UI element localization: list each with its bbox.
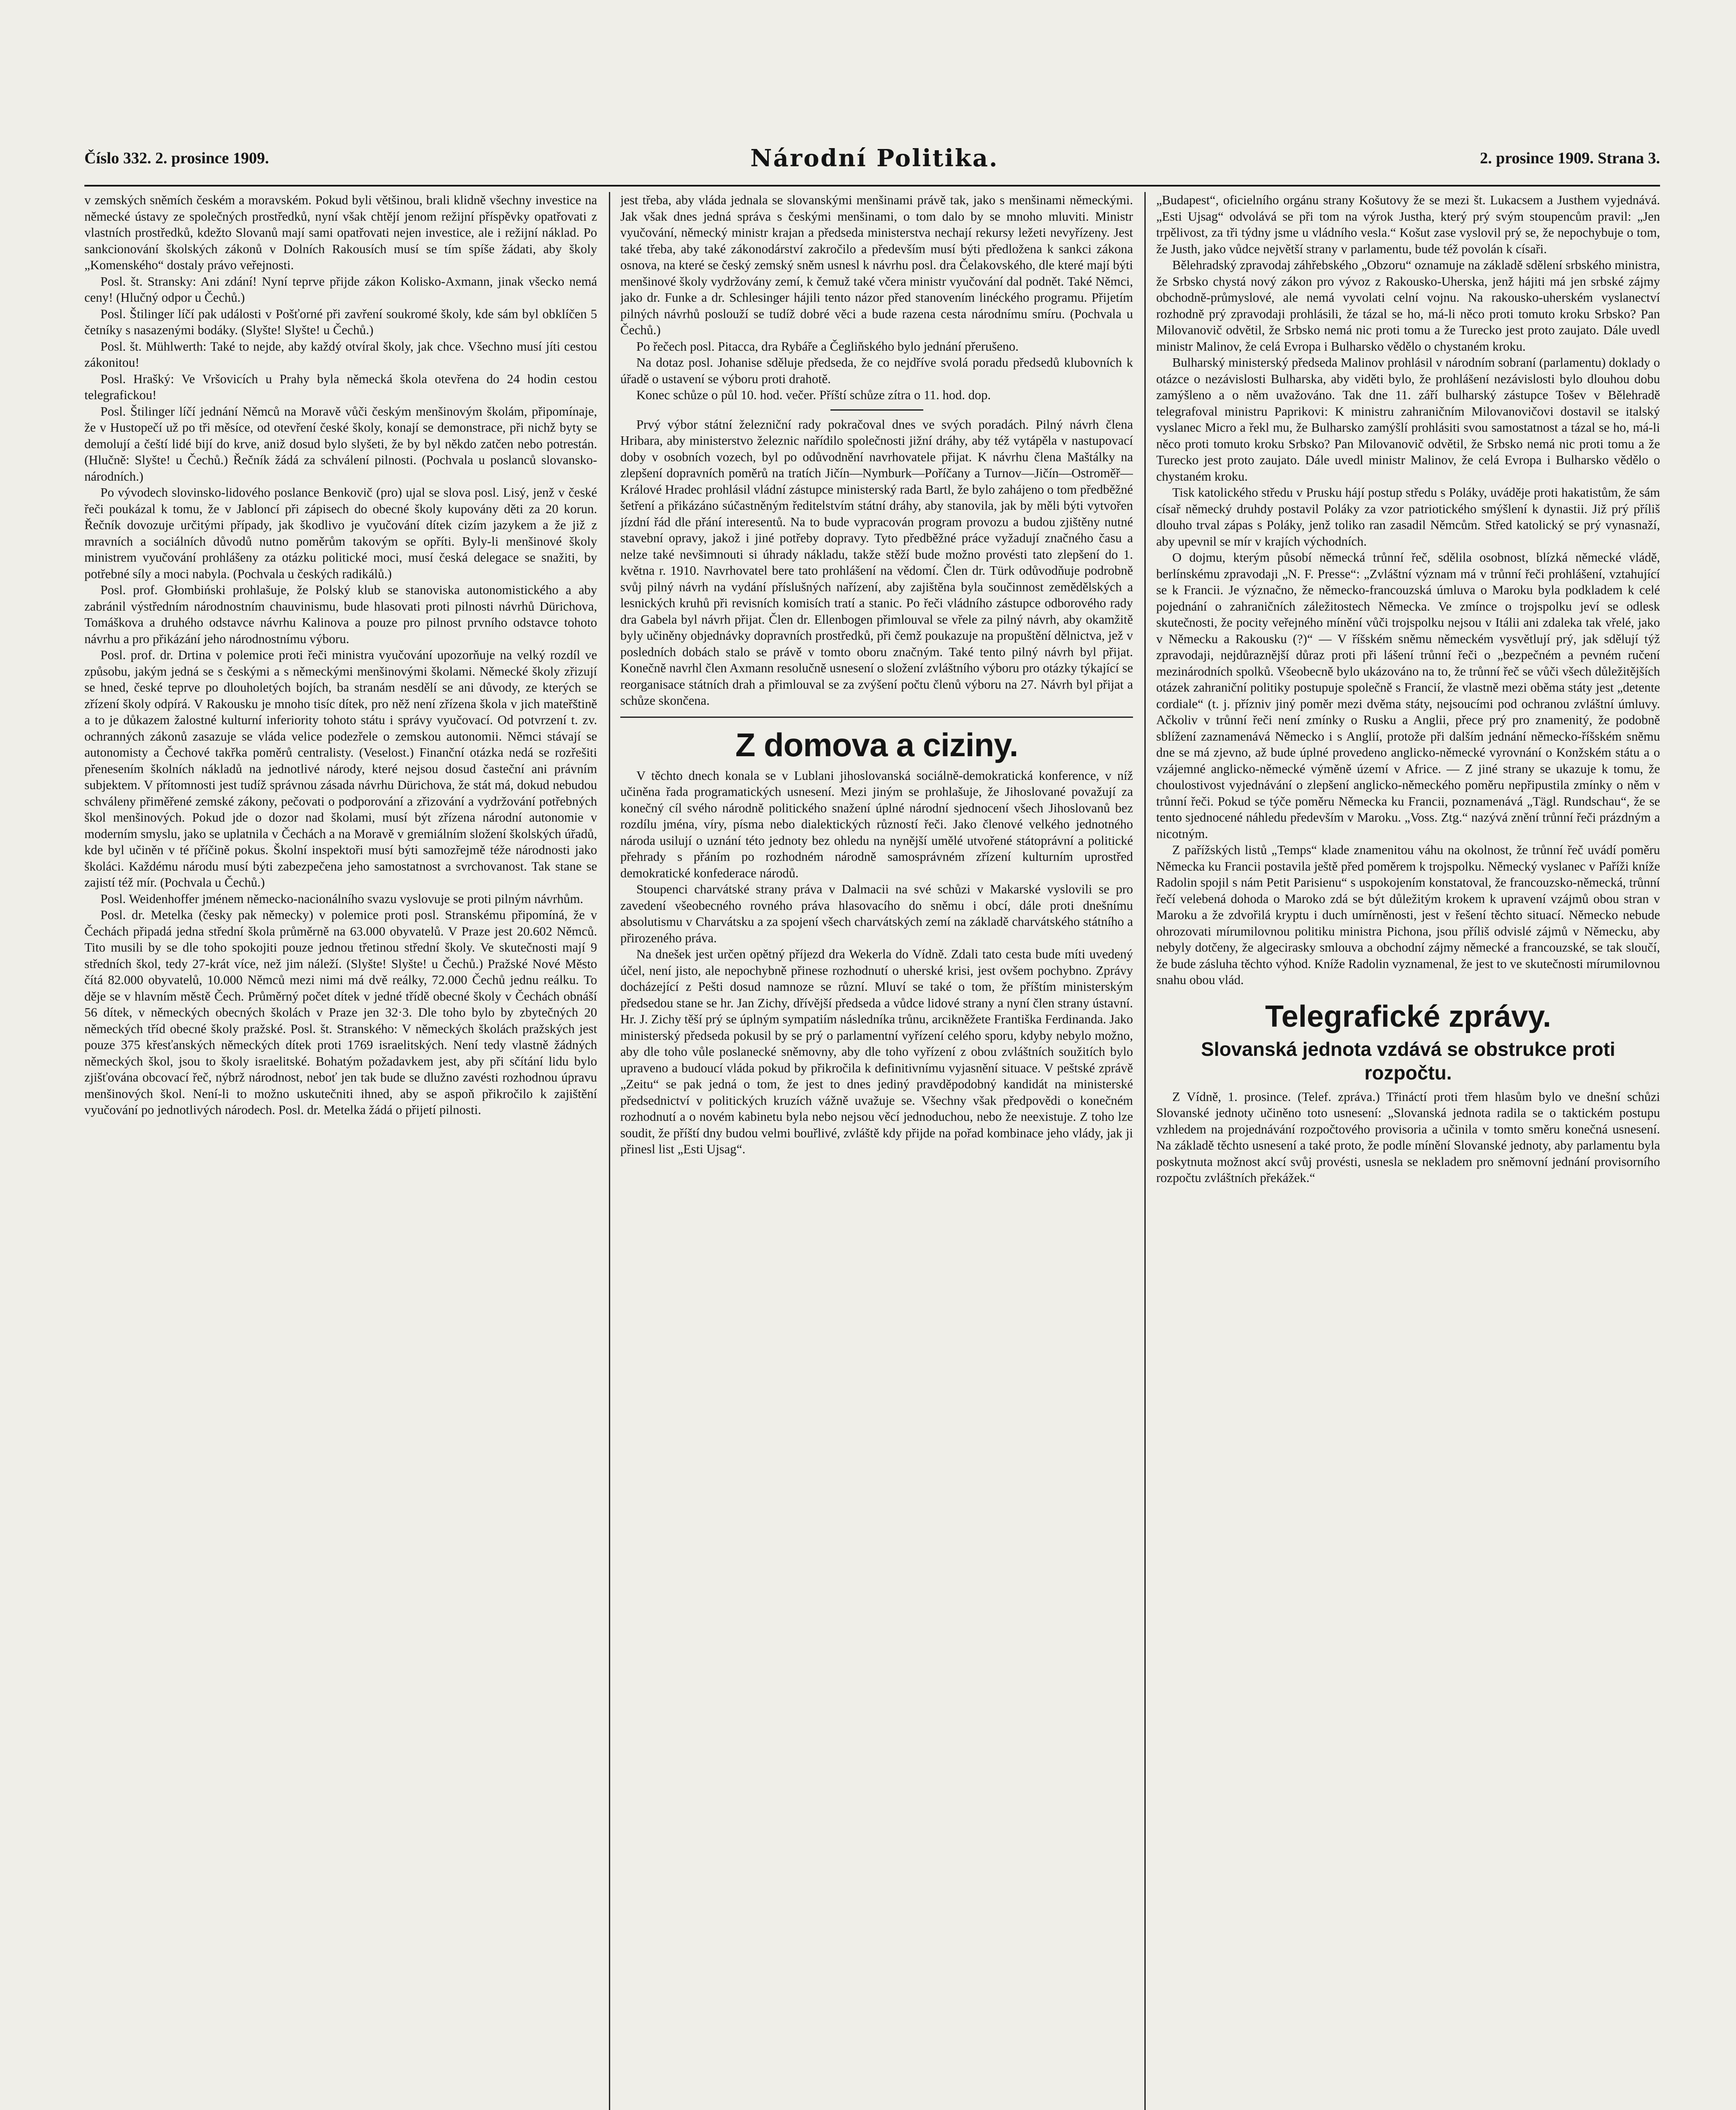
newspaper-page: [84, 139, 1660, 2110]
article-paragraph: Konec schůze o půl 10. hod. večer. Příští schůze zítra o 11. hod. dop.: [636, 388, 991, 402]
issue-number-date: Číslo 332. 2. prosince 1909.: [84, 149, 269, 167]
column-1: [84, 192, 597, 2110]
separator-rule: [620, 717, 1133, 718]
article-paragraph: O dojmu, kterým působí německá trůnní řeč, sdělila osobnost, blízká německé vládě, berlínskému zpravodaji „N. F. Presse“: „Zvláštní význam má v trůnní řeči prohlášení, vztahující se k Francii. Je význačno, že německo-francouzská úmluva o Maroku byla podkladem k celé pojednání o zahraničních záležitostech Německa. Ve zmínce o trojspolku jeví se odlesk skutečnosti, že pocity veřejného mínění vůči trojspolku nejsou v Itálii ani zdaleka tak vřelé, jako v Německu a Rakousku (?)“ — V říšském sněmu německém vysvětlují prý, jak sdělují týž zpravodaji, nejdůraznější důraz proti při lášení trůnní řeči o „bezpečném a pevném ručení mezinárodních spolků. Všeobecně bylo ukázováno na to, že trůnní řeč se vůči všech důležitějších otázek zahraniční politiky postupuje společně s Francií, že vlastně mezi oběma státy jest „detente cordiale“ (t. j. přízniv jiný poměr mezi dvěma státy, nejsoucími pod ochranou zvláštní úmluvy. Ačkoliv v trůnní řeči není zmínky o Rusku a Anglii, přece prý pro znamenitý, že podobně sblížení zaznamenává Německo i s Anglií, protože při dalším jednání německo-říšském sněmu dne se má zjevno, až bude úplné provedeno anglicko-německé vyrovnání o Konžském státu a o vzájemné anglicko-německé výměně území v Africe. — Z jiné strany se ukazuje k tomu, že choulostivost vyjednávání o zlepšení anglicko-německého poměru nepřipustila zmínky o něm v trůnní řeči. Pokud se týče poměru Německa ku Francii, poznamenává „Tägl. Rundschau“, že se tento sjednocené náhledu především v Maroku. „Voss. Ztg.“ nazývá znění trůnní řeči prázdným a nicotným.: [1156, 550, 1660, 841]
article-paragraph: Posl. Hrašký: Ve Vršovicích u Prahy byla německá škola otevřena do 24 hodin cestou telegrafickou!: [84, 371, 597, 402]
article-paragraph: V těchto dnech konala se v Lublani jihoslovanská sociálně-demokratická konference, v níž učiněna řada programatických usnesení. Mezi jiným se prohlašuje, že Jihoslované považují za konečný cíl svého národně politického snažení úplné národní sjednocení všech Jihoslovanů bez rozdílu jména, víry, písma nebo dialektických růzností řeči. Jako členové velkého jednotného národa usilují o uznání této jednoty bez ohledu na nynější umělé utvořené státoprávní a politické přehrady s přáním po rozhodném národně samosprávném zřízení kulturním uprostřed demokratické konfederace národů.: [620, 768, 1133, 880]
column-3: [1156, 192, 1660, 2110]
article-paragraph: Stoupenci charvátské strany práva v Dalmacii na své schůzi v Makarské vyslovili se pro zavedení všeobecného rovného práva hlasovacího do sněmu i obcí, dále proti dnešnímu absolutismu v Charvátsku a za spojení všech charvátských zemí na základě charvátského státního a přirozeného práva.: [620, 882, 1133, 945]
column-divider: [609, 192, 610, 2110]
article-paragraph: Posl. prof. Głombiński prohlašuje, že Polský klub se stanoviska autonomistického a aby zabránil výstředním národnostním chauvinismu, bude hlasovati proti pilnosti návrhů Dürichova, Tomáškova a druhého odstavce návrhu Kalinova a pouze pro pilnost prvního odstavce tohoto návrhu a pro přikázání jeho národnostnímu výboru.: [84, 583, 597, 646]
article-paragraph: Z Vídně, 1. prosince. (Telef. zpráva.) Třináctí proti třem hlasům bylo ve dnešní schůzi Slovanské jednoty učiněno toto usnesení: „Slovanská jednota radila se o taktickém postupu vzhledem na projednávání rozpočtového provisoria a učinila v tomto směru konečná usnesení. Na základě těchto usnesení a také proto, že podle mínění Slovanské jednoty, aby parlamentu byla poskytnuta možnost akcí svůj provésti, usnesla se nekladem pro sněmovní jednání provisorního rozpočtu zvláštních překážek.“: [1156, 1089, 1660, 1185]
article-paragraph: Po řečech posl. Pitacca, dra Rybáře a Čegliňského bylo jednání přerušeno.: [636, 339, 1019, 354]
article-paragraph: „Budapest“, oficielního orgánu strany Košutovy že se mezi št. Lukacsem a Justhem vyjednává. „Esti Ujsag“ odvolává se při tom na výrok Justha, který prý svým stoupencům pravil: „Jen trpělivost, za tři týdny jsme u vládního vesla.“ Košut zase vyslovil prý se, že nepochybuje o tom, že Justh, jako vůdce největší strany v parlamentu, bude též povolán k císaři.: [1156, 193, 1660, 256]
article-paragraph: Z pařížských listů „Temps“ klade znamenitou váhu na okolnost, že trůnní řeč uvádí poměru Německa ku Francii postavila ještě před poměrem k trojspolku. Německý vyslanec v Paříži kníže Radolin spojil s nám Petit Parisienu“ s uspokojením konstatoval, že francouzsko-německá, trůnní řečí velebená dohoda o Maroko zdá se být důležitým krokem k upravení vzájmů obou stran v Maroku a že zdvořilá kryptu i duch umírněnosti, jest v řešení těchto situací. Německo nebude ohrozovati mírumilovnou politiku ministra Pichona, jsou příliš odvislé zájmů v Německu, aby nebyly dotčeny, že algecirasky smlouva a obchodní zájmy německé a francouzské, se tak sloučí, že bude zásluha těchto výhod. Kníže Radolin vyznamenal, že jest to ve skutečnosti mírumilovnou snahu obou vlád.: [1156, 843, 1660, 987]
article-paragraph: Bulharský ministerský předseda Malinov prohlásil v národním sobraní (parlamentu) doklady o otázce o nezávislosti Bulharska, aby viděti bylo, že prohlášení nezávislosti bylo dlouhou dobu zamýšleno a o něm uvažováno. Tak dne 11. září bulharský zástupce Tošev v Bělehradě telegrafoval ministru Paprikovi: K ministru zahraničním Milovanovičovi dostavil se italský vyslanec Micro a řekl mu, že Bulharsko zamýšlí prohlásiti svou samostatnost a tázal se ho, má-li něco proti tomuto kroku Srbsko? Pan Milovanovič odvětil, že Srbsko nemá nic proti tomu a že Turecko jest proto zaujato. Dále uvedl ministr Malinov, že celá Evropa i Bulharsko vědělo o chystaném kroku.: [1156, 355, 1660, 484]
article-paragraph: Posl. št. Mühlwerth: Také to nejde, aby každý otvíral školy, jak chce. Všechno musí jíti cestou zákonitou!: [84, 339, 597, 370]
page-header: [84, 139, 1660, 177]
article-paragraph: Tisk katolického středu v Prusku hájí postup středu s Poláky, uváděje proti hakatistům, že sám císař německý druhdy postavil Poláky za vzor patriotického smýšlení k dynastii. Již prý příliš dlouho trval zápas s Poláky, jenž toliko ran zasadil Němcům. Střed katolický se prý vynasnaží, aby upevnil se mír v krajích východních.: [1156, 485, 1660, 549]
newspaper-title: Národní Politika.: [750, 144, 999, 172]
article-headline: Slovanská jednota vzdává se obstrukce proti rozpočtu.: [1201, 1038, 1615, 1084]
article-paragraph: Na dotaz posl. Johanise sděluje předseda, že co nejdříve svolá poradu předsedů klubovních k úřadě o ustavení se výboru proti drahotě.: [620, 355, 1133, 386]
header-rule: [84, 185, 1660, 187]
article-paragraph: jest třeba, aby vláda jednala se slovanskými menšinami právě tak, jako s menšinami německými. Jak však dnes jedná správa s českými menšinami, o tom dalo by se mnoho mluviti. Ministr vyučování, německý ministr krajan a předseda ministerstva nechají rekursy ležeti nevyřízeny. Jest také třeba, aby také zákonodárství zakročilo a především musí býti předložena k sankci zákona osnova, na které se český zemský sněm usnesl k návrhu posl. dra Čelakovského, dle které mají býti menšinové školy vydržovány zemí, k čemuž také včera ministr vyučování dal podnět. Také Němci, jako dr. Funke a dr. Schlesinger hájili tento názor před stanovením linéckého programu. Přijetím pilných návrhů poslouží se tudíž dobré věci a bude razena cesta národnímu smíru. (Pochvala u Čechů.): [620, 193, 1133, 337]
article-paragraph: Posl. Štilinger líčí pak události v Pošťorné při zavření soukromé školy, kde sám byl obklíčen 5 četníky s nasazenými bodáky. (Slyšte! Slyšte! u Čechů.): [84, 306, 597, 337]
section-heading: Z domova a ciziny.: [735, 726, 1018, 763]
page-date-number: 2. prosince 1909. Strana 3.: [1480, 149, 1660, 167]
column-divider: [1144, 192, 1146, 2110]
article-paragraph: Bělehradský zpravodaj záhřebského „Obzoru“ oznamuje na základě sdělení srbského ministra, že Srbsko chystá nový zákon pro vývoz z Rakousko-Uherska, jenž hájiti má jen srbské zájmy obchodně-průmyslové, ale nemá vyvolati celní vojnu. Na rakousko-uherském vyslanectví rozhodně prý zpravodaji prohlásili, že tázal se ho, má-li něco proti tomuto kroku Srbsko? Pan Milovanovič odvětil, že Srbsko nemá nic proti tomu a že Turecko jest proto zaujato. Dále uvedl ministr Malinov, že celá Evropa i Bulharsko vědělo o chystaném kroku.: [1156, 258, 1660, 354]
article-paragraph: Po vývodech slovinsko-lidového poslance Benkovič (pro) ujal se slova posl. Lisý, jenž v české řeči poukázal k tomu, že v Jabloncí při zápisech do obecné školy kupovány děti za 20 korun. Řečník dovozuje určitými případy, jak škodlivo je vyučování dítek cizím jazykem a že již z mravních a sociálních důvodů nutno poměrům takovým se opříti. Byly-li menšinové školy ministrem vyučování prohlášeny za otázku politické moci, musí česká delegace se snažiti, by potřebné síly a moci nabyla. (Pochvala u českých radikálů.): [84, 485, 597, 581]
article-paragraph: Posl. Weidenhoffer jménem německo-nacionálního svazu vyslovuje se proti pilným návrhům.: [100, 891, 584, 906]
separator-rule: [830, 409, 923, 411]
article-paragraph: Na dnešek jest určen opětný příjezd dra Wekerla do Vídně. Zdali tato cesta bude míti uvedený účel, není jisto, ale nepochybně přinese rozhodnutí o uherské krisi, jest ovšem pochybno. Zprávy docházející z Pešti dosud namnoze se různí. Mluví se také o tom, že příštím ministerským předsedou stane se hr. Jan Zichy, dřívější předseda a vůdce lidové strany a nyní člen strany ústavní. Hr. J. Zichy těší prý se úplným sympatiím následníka trůnu, arcikněžete Františka Ferdinanda. Jako ministerský předseda pokusil by se prý o parlamentní vyřízení celého sporu, kdyby nebylo možno, aby dle toho vůle poslanecké sněmovny, aby dle toho vyřízení z obou zvláštních soužitích bylo upraveno a budoucí vláda pokud by přikročila k definitivnímu vyjasnění situace. V peštské zprávě „Zeitu“ se pak jedná o tom, že jest to dnes jediný pravděpodobný kandidát na ministerské předsednictví v politických kruzích vážně uvažuje se. Všechny však předpovědi o konečném rozhodnutí a o novém kabinetu byla nebo nejsou věcí jednoduchou, nebo že neexistuje. Z toho lze soudit, že příští dny budou velmi bouřlivé, zvláště kdy přijde na pořad kombinace jeho vlády, jak ji přinesl list „Esti Ujsag“.: [620, 947, 1133, 1156]
article-paragraph: Posl. dr. Metelka (česky pak německy) v polemice proti posl. Stranskému připomíná, že v Čechách připadá jedna střední škola průměrně na 63.000 obyvatelů. V Praze jest 20.602 Němců. Tito musili by se dle toho spokojiti pouze jednou třetinou střední školy. Ve skutečnosti mají 9 středních škol, tedy 27-krát více, než jim náleží. (Slyšte! Slyšte! u Čechů.) Pražské Nové Město čítá 82.000 obyvatelů, 10.000 Němců mezi nimi má dvě reálky, 72.000 Čechů jednu reálku. To děje se v hlavním městě Čech. Průměrný počet dítek v jedné třídě obecné školy v Čechách obnáší 56 dítek, v německých obecných školách v Praze jen 32·3. Dle toho bylo by zbytečných 20 německých tříd obecné školy pražské. Posl. št. Stranského: V německých školách pražských jest pouze 375 křesťanských německých dítek proti 1769 israelitských. Není tedy vlastně žádných německých škol, jsou to školy israelitské. Bohatým požadavkem jest, aby při sčítání lidu bylo zjišťována obcovací řeč, nýbrž národnost, neboť jen tak bude se dlužno zavésti rozhodnou úpravu menšinových škol. Není-li to možno uskutečniti ihned, aby se aspoň přikročilo k zajištění vyučování po jednotlivých národech. Posl. dr. Metelka žádá o přijetí pilnosti.: [84, 908, 597, 1117]
article-paragraph: Prvý výbor státní železniční rady pokračoval dnes ve svých poradách. Pilný návrh člena Hribara, aby ministerstvo železnic nařídilo společnosti jižní dráhy, aby též vytápěla v nastupovací doby v osobních vozech, byl po odůvodnění navrhovatele přijat. K návrhu člena Maštálky na zlepšení dopravních poměrů na tratích Jičín—Nymburk—Poříčany a Turnov—Jičín—Ostroměř—Králové Hradec prohlásil vládní zástupce ministerský rada Bartl, že bylo zahájeno o tom předběžné šetření a přikázáno súčastněným ředitelstvím státní dráhy, aby stanovila, jak by měli býti vytvořen jízdní řád dle přání interesentů. Na to bude vypracován program provozu a budou zjištěny nutné stavební opravy, jakož i jiné potřeby dopravy. Tyto předběžné práce vyžadují značného času a nelze také nevšimnouti si úhrady nákladu, takže stěží bude možno provésti tato zlepšení do 1. května r. 1910. Navrhovatel bere tato prohlášení na vědomí. Člen dr. Türk odůvodňuje podrobně svůj pilný návrh na vydání příslušných nařízení, aby zajištěna byla součinnost zemědělských a lesnických kruhů při revisních komisích tratí a stanic. Po řeči vládního zástupce odborového rady dra Gabela byl návrh přijat. Člen dr. Ellenbogen přimlouval se vřele za pilný návrh, aby okamžitě byly učiněny objednávky dopravních prostředků, při čemž poukazuje na propuštění dělnictva, jež v posledních dobách stalo se právě v tomto oboru značným. Také tento pilný návrh byl přijat. Konečně navrhl člen Axmann resolučně usnesení o složení zvláštního výboru pro otázky týkající se reorganisace státních drah a přimlouval se za zvýšení počtu členů výboru na 27. Návrh byl přijat a schůze skončena.: [620, 417, 1133, 708]
article-paragraph: Posl. Štilinger líčí jednání Němců na Moravě vůči českým menšinovým školám, připomínaje, že v Hustopečí už po tři měsíce, od otevření české školy, konají se demonstrace, při nichž byty se demolují a čeští lidé bijí do krve, aniž dosud bylo slyšeti, že by byl někdo zatčen nebo potrestán. (Hlučně: Slyšte! u Čechů.) Řečník žádá za schválení pilnosti. (Pochvala u poslanců slovansko-národních.): [84, 404, 597, 484]
article-paragraph: Posl. št. Stransky: Ani zdání! Nyní teprve přijde zákon Kolisko-Axmann, jinak všecko nemá ceny! (Hlučný odpor u Čechů.): [84, 274, 597, 305]
article-paragraph: v zemských sněmích českém a moravském. Pokud byli většinou, brali klidně všechny investice na německé ústavy ze společných prostředků, nyní však chtějí jenom režijní příspěvky opatřovati z vlastních prostředků, kdežto Slovanů mají sami opatřovati nejen investice, ale i režijní náklad. Po sankcionování školských zákonů v Dolních Rakousích musí se tím spíše žádati, aby školy „Komenského“ dostaly právo veřejnosti.: [84, 193, 597, 272]
article-paragraph: Posl. prof. dr. Drtina v polemice proti řeči ministra vyučování upozorňuje na velký rozdíl ve způsobu, jakým jedná se s českými a s německými menšinovými školami. Německé školy zřizují se hned, české teprve po dlouholetých bojích, ba stranám nesdělí se ani důvody, ze kterých se zřízení školy odpírá. V Rakousku je mnoho tisíc dítek, pro něž není zřízena škola v jich mateřštině a to je důkazem žalostné kulturní inferiority tohoto státu i správy vyučovací. Od potvrzení t. zv. ochranných zákonů zasazuje se vláda velice podezřele o zemskou autonomii. Němci stávají se autonomisty a Čechové takřka poměrů centralisty. (Veselost.) Finanční otázka nedá se rozřešiti přenesením školních nákladů na jednotlivé národy, které nejsou dosud časteční ani právním subjektem. V přítomnosti jest tudíž správnou zásada návrhu Dürichova, že stát má, dokud nebudou schváleny přiměřené zemské zákony, pečovati o podporování a zřizování a vydržování potřebných škol menšinových. Pokud jde o dozor nad školami, musí být zřízena národní autonomie v moderním smyslu, jako se uplatnila v Čechách a na Moravě v gremiálním složení školských úřadů, kde byl učiněn v té příčině pokus. Školní inspektoři musí býti samozřejmě téže národnosti jako školáci. Každému národu musí býti zabezpečena jeho samostatnost a svrchovanost. Tak stane se zajistí též mír. (Pochvala u Čechů.): [84, 648, 597, 890]
column-2: [620, 192, 1133, 2110]
section-heading: Telegrafické zprávy.: [1265, 999, 1551, 1033]
